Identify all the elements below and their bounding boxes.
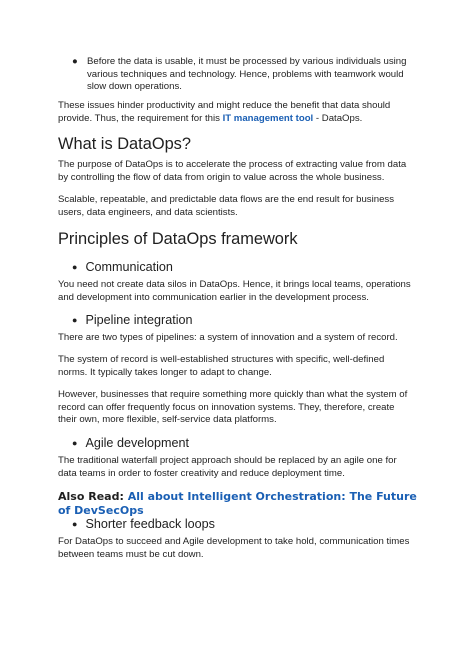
pipeline-paragraph-3: However, businesses that require something more quickly than what the system of record can offer frequently focus on innovation systems. They, therefore, create their own, more flexible, self-service data platforms. <box>58 389 408 426</box>
bullet-agile <box>72 436 412 451</box>
feedback-paragraph: For DataOps to succeed and Agile development to take hold, communication times between teams must be cut down. <box>58 536 410 560</box>
bullet-feedback <box>72 517 412 532</box>
also-read-link[interactable]: All about Intelligent Orchestration: The Future of DevSecOps <box>58 490 417 517</box>
feedback-title: Shorter feedback loops <box>85 517 215 531</box>
principles-heading: Principles of DataOps framework <box>58 230 298 248</box>
pipeline-paragraph-1: There are two types of pipelines: a system of innovation and a system of record. <box>58 332 398 343</box>
what-is-heading: What is DataOps? <box>58 135 191 153</box>
communication-title: Communication <box>85 260 173 274</box>
bullet-pipeline <box>72 313 412 328</box>
bullet-communication <box>72 260 412 275</box>
bullet-dot: ● <box>72 315 78 325</box>
what-is-paragraph-1: The purpose of DataOps is to accelerate the process of extracting value from data by controlling the flow of data from origin to value across the whole business. <box>58 159 407 183</box>
also-read-label: Also Read: <box>58 490 128 503</box>
bullet-dot: ● <box>72 519 78 529</box>
bullet-item-processing <box>72 56 418 94</box>
bullet-text: Before the data is usable, it must be processed by various individuals using various techniques and technology. Hence, problems with teamwork would slow down operations. <box>87 56 407 93</box>
agile-paragraph: The traditional waterfall project approach should be replaced by an agile one for data teams in order to foster creativity and reduce deployment time. <box>58 455 397 479</box>
issues-text-before: These issues hinder productivity and might reduce the benefit that data should provide. Thus, the requirement for this <box>58 100 391 124</box>
what-is-paragraph-2: Scalable, repeatable, and predictable data flows are the end result for business users, data engineers, and data scientists. <box>58 194 394 218</box>
agile-title: Agile development <box>85 436 190 450</box>
bullet-dot: ● <box>72 438 78 448</box>
issues-paragraph <box>58 100 414 125</box>
bullet-dot: ● <box>72 56 78 67</box>
pipeline-paragraph-2: The system of record is well-established structures with specific, well-defined norms. It typically takes longer to adapt to change. <box>58 354 385 378</box>
it-management-tool-link[interactable]: IT management tool <box>222 112 314 124</box>
issues-text-after: - DataOps. <box>313 112 363 124</box>
also-read-line <box>58 490 428 518</box>
communication-paragraph: You need not create data silos in DataOps. Hence, it brings local teams, operations and development into communication earlier in the development process. <box>58 279 411 303</box>
bullet-dot: ● <box>72 262 78 272</box>
pipeline-title: Pipeline integration <box>85 313 193 327</box>
